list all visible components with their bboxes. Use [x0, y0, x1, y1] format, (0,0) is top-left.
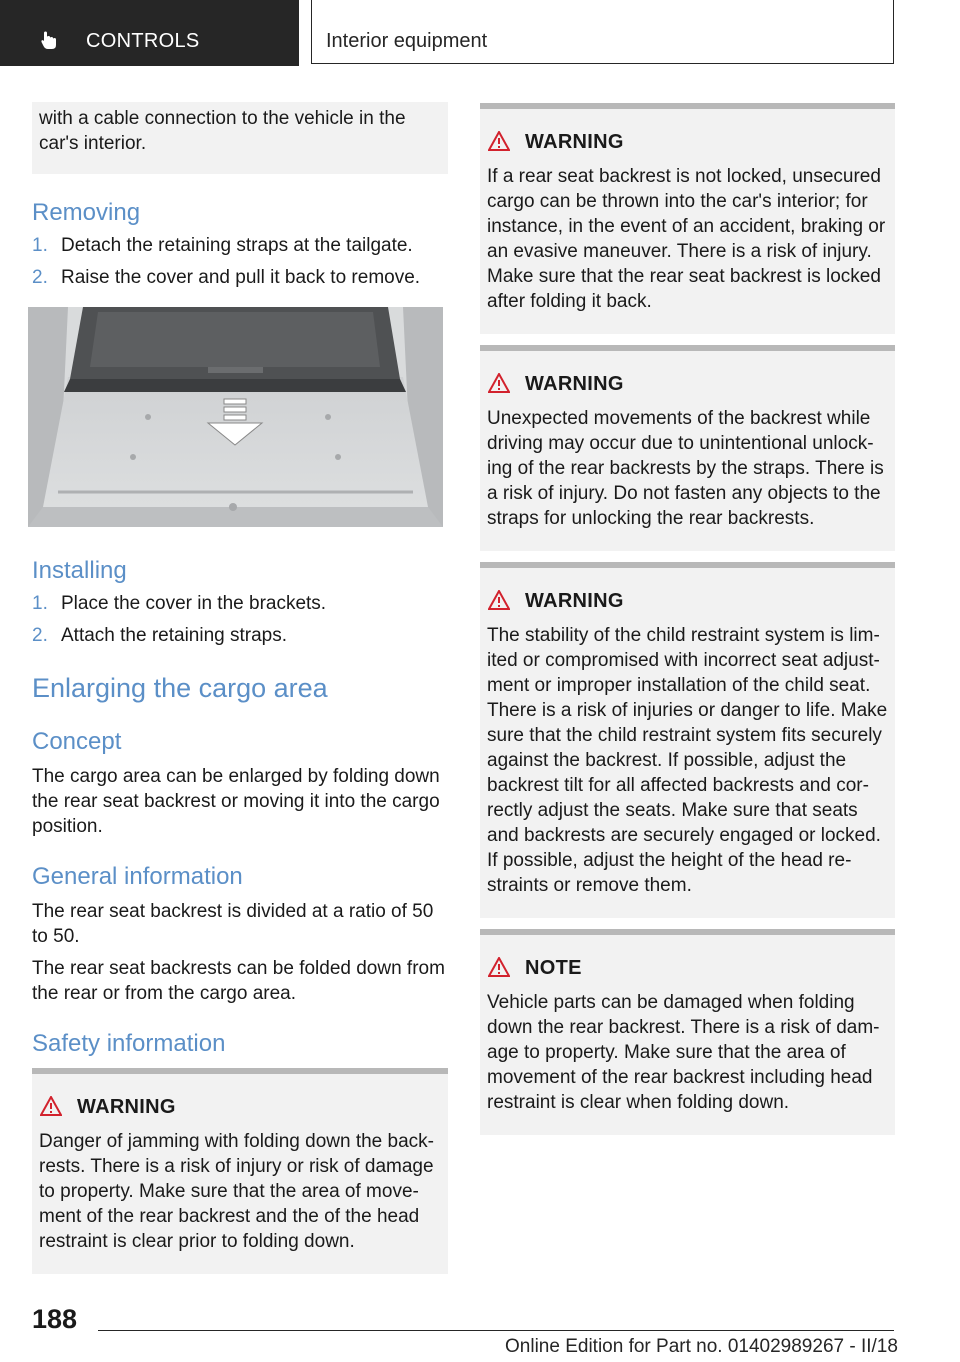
safety-heading: Safety information	[32, 1030, 226, 1057]
warning-text: Unexpected movements of the backrest while driving may occur due to unintentional unlock-ing of the rear backrests by the straps. There is a risk of injury. Do not fasten any objects to the straps for unlocking the rear backrests.	[487, 408, 884, 529]
warning-box-child-restraint	[480, 562, 895, 918]
concept-heading: Concept	[32, 728, 122, 755]
intro-box	[32, 102, 448, 174]
warning-triangle-icon	[488, 131, 510, 151]
step-text: Raise the cover and pull it back to remove.	[61, 267, 421, 288]
step-number: 1.	[32, 235, 48, 256]
enlarging-heading: Enlarging the cargo area	[32, 673, 328, 703]
warning-text: The stability of the child restraint system is lim-ited or compromised with incorrect seat adjust-ment or improper installation of the child seat. There is a risk of injuries or danger to life. Make sure that the child restraint system fits securely against the backrest. If possible, adjust the backrest tilt for all affected backrests and cor-rectly adjust the seats. Make sure that seats and backrests are securely engaged or locked. If possible, adjust the height of the head re-straints or remove them.	[487, 625, 888, 896]
edition-text: Online Edition for Part no. 01402989267 - II/18	[505, 1336, 898, 1357]
warning-title: WARNING	[525, 131, 624, 153]
general-text-2: The rear seat backrests can be folded down from the rear or from the cargo area.	[32, 958, 445, 1004]
installing-steps	[32, 591, 452, 655]
warning-title: WARNING	[77, 1096, 176, 1118]
installing-heading: Installing	[32, 557, 127, 584]
warning-title: WARNING	[525, 590, 624, 612]
intro-text: with a cable connection to the vehicle in the car's interior.	[39, 108, 406, 154]
header-section-tab	[0, 0, 299, 66]
page-number: 188	[32, 1304, 78, 1334]
concept-text: The cargo area can be enlarged by folding down the rear seat backrest or moving it into the cargo position.	[32, 766, 440, 837]
step-text: Place the cover in the brackets.	[61, 593, 327, 614]
step-text: Detach the retaining straps at the tailgate.	[61, 235, 413, 256]
removing-heading: Removing	[32, 199, 141, 226]
note-box-vehicle-parts	[480, 929, 895, 1135]
warning-triangle-icon	[488, 373, 510, 393]
step-number: 1.	[32, 593, 48, 614]
warning-triangle-icon	[488, 590, 510, 610]
step-number: 2.	[32, 625, 48, 646]
warning-text: Danger of jamming with folding down the back-rests. There is a risk of injury or risk of damage to property. Make sure that the area of move-ment of the rear backrest and the of the head restraint is clear prior to folding down.	[39, 1131, 434, 1252]
cargo-cover-photo	[28, 307, 443, 527]
removing-steps	[32, 233, 452, 297]
warning-text: If a rear seat backrest is not locked, unsecured cargo can be thrown into the car's interior; for instance, in the event of an accident, braking or an evasive maneuver. There is a risk of injury. Make sure that the rear seat backrest is locked after folding it back.	[487, 166, 886, 312]
note-title: NOTE	[525, 957, 582, 979]
note-triangle-icon	[488, 957, 510, 977]
warning-box-jamming	[32, 1068, 448, 1274]
warning-box-backrest-not-locked	[480, 103, 895, 334]
list-item	[32, 591, 452, 616]
hand-pointer-icon	[38, 28, 62, 52]
warning-box-unexpected-movements	[480, 345, 895, 551]
list-item	[32, 265, 452, 290]
step-number: 2.	[32, 267, 48, 288]
general-heading: General information	[32, 863, 243, 890]
section-label: CONTROLS	[86, 30, 200, 52]
list-item	[32, 233, 452, 258]
step-text: Attach the retaining straps.	[61, 625, 288, 646]
note-text: Vehicle parts can be damaged when folding down the rear backrest. There is a risk of dam-age to property. Make sure that the area of movement of the rear backrest including head restraint is clear when folding down.	[487, 992, 880, 1113]
header-chapter	[311, 0, 894, 64]
list-item	[32, 623, 452, 648]
warning-triangle-icon	[40, 1096, 62, 1116]
general-text-1: The rear seat backrest is divided at a ratio of 50 to 50.	[32, 901, 434, 947]
chapter-title: Interior equipment	[326, 30, 488, 52]
footer-divider	[98, 1330, 894, 1331]
warning-title: WARNING	[525, 373, 624, 395]
